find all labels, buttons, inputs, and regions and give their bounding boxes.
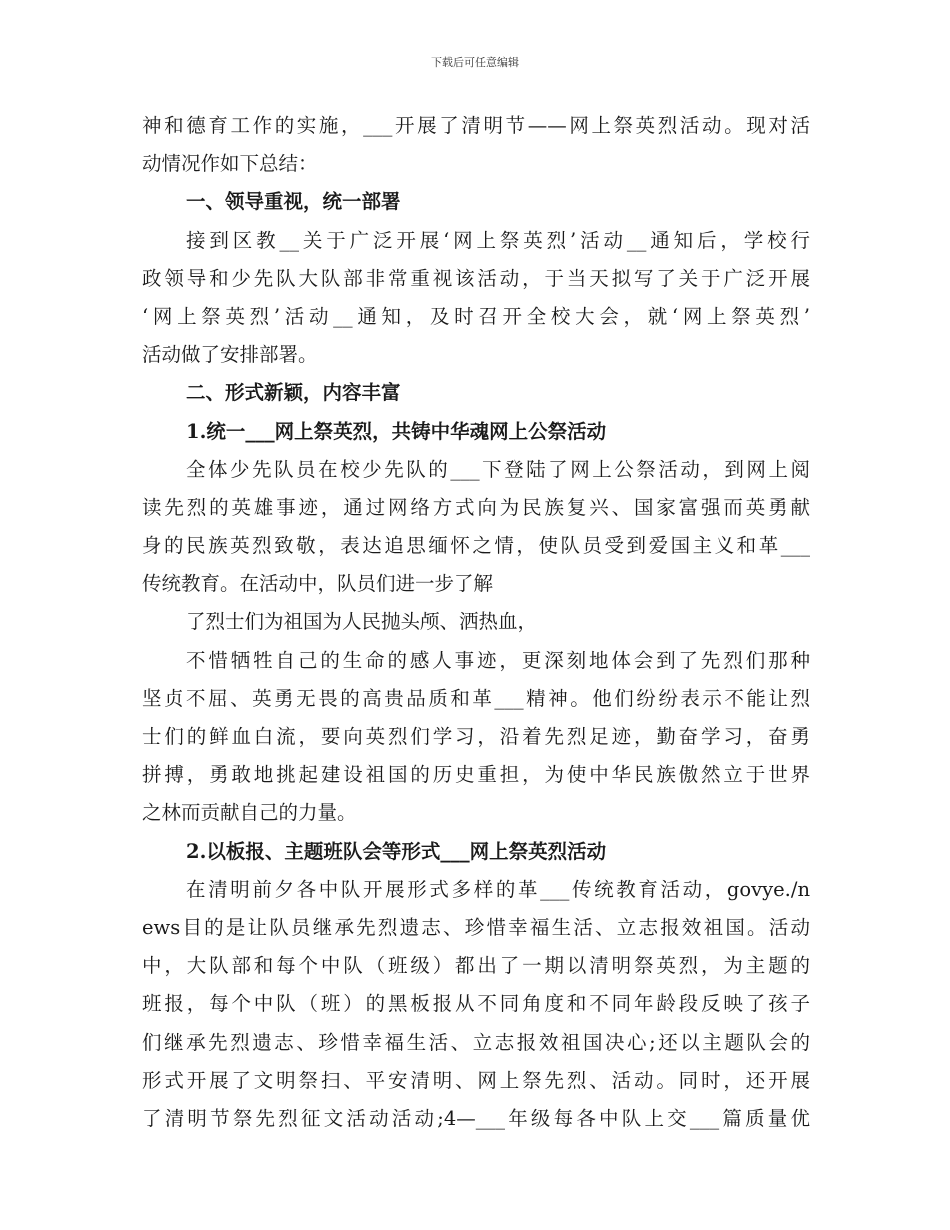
text-line: 全体少先队员在校少先队的___下登陆了网上公祭活动，到网上阅 xyxy=(186,457,810,481)
text-line: 士们的鲜血白流，要向英烈们学习，沿着先烈足迹，勤奋学习，奋勇 xyxy=(142,725,810,748)
page-header: 下载后可任意编辑 xyxy=(431,56,519,69)
text-line: 不惜牺牲自己的生命的感人事迹，更深刻地体会到了先烈们那种 xyxy=(186,648,810,672)
text-line: 拼搏，勇敢地挑起建设祖国的历史重担，为使中华民族傲然立于世界 xyxy=(142,763,810,787)
text-line: 形式开展了文明祭扫、平安清明、网上祭先烈、活动。同时，还开展 xyxy=(142,1068,810,1092)
text-line: 接到区教__关于广泛开展‘网上祭英烈’活动__通知后，学校行 xyxy=(186,228,810,252)
text-line: 读先烈的英雄事迹，通过网络方式向为民族复兴、国家富强而英勇献 xyxy=(142,495,810,519)
section-heading: 1.统一___网上祭英烈，共铸中华魂网上公祭活动 xyxy=(186,419,607,443)
section-heading: 2.以板报、主题班队会等形式___网上祭英烈活动 xyxy=(186,839,607,863)
text-line: ‘网上祭英烈’活动__通知，及时召开全校大会，就‘网上祭英烈’ xyxy=(142,304,810,328)
text-line: 了清明节祭先烈征文活动活动;4—___年级每各中队上交___篇质量优 xyxy=(142,1106,810,1130)
text-line: 活动做了安排部署。 xyxy=(142,343,318,367)
text-line: 政领导和少先队大队部非常重视该活动，于当天拟写了关于广泛开展 xyxy=(142,266,810,290)
text-line: 坚贞不屈、英勇无畏的高贵品质和革___精神。他们纷纷表示不能让烈 xyxy=(142,686,810,710)
text-line: 们继承先烈遗志、珍惜幸福生活、立志报效祖国决心;还以主题队会的 xyxy=(142,1030,810,1054)
text-line: 之林而贡献自己的力量。 xyxy=(142,801,357,825)
text-line: 神和德育工作的实施，___开展了清明节——网上祭英烈活动。现对活 xyxy=(142,114,810,137)
text-line: 班报，每个中队（班）的黑板报从不同角度和不同年龄段反映了孩子 xyxy=(142,992,810,1016)
text-line: 身的民族英烈致敬，表达追思缅怀之情，使队员受到爱国主义和革___ xyxy=(142,534,810,558)
text-line: ews目的是让队员继承先烈遗志、珍惜幸福生活、立志报效祖国。活动 xyxy=(142,915,810,939)
section-heading: 一、领导重视，统一部署 xyxy=(186,190,401,214)
section-heading: 二、形式新颖，内容丰富 xyxy=(186,381,401,405)
text-line: 动情况作如下总结： xyxy=(142,152,318,176)
document-body xyxy=(142,107,810,1138)
text-line: 了烈士们为祖国为人民抛头颅、洒热血， xyxy=(186,610,538,634)
text-line: 中，大队部和每个中队（班级）都出了一期以清明祭英烈，为主题的 xyxy=(142,954,810,978)
text-line: 传统教育。在活动中，队员们进一步了解 xyxy=(142,572,494,596)
text-line: 在清明前夕各中队开展形式多样的革___传统教育活动，govye./n xyxy=(186,877,810,901)
